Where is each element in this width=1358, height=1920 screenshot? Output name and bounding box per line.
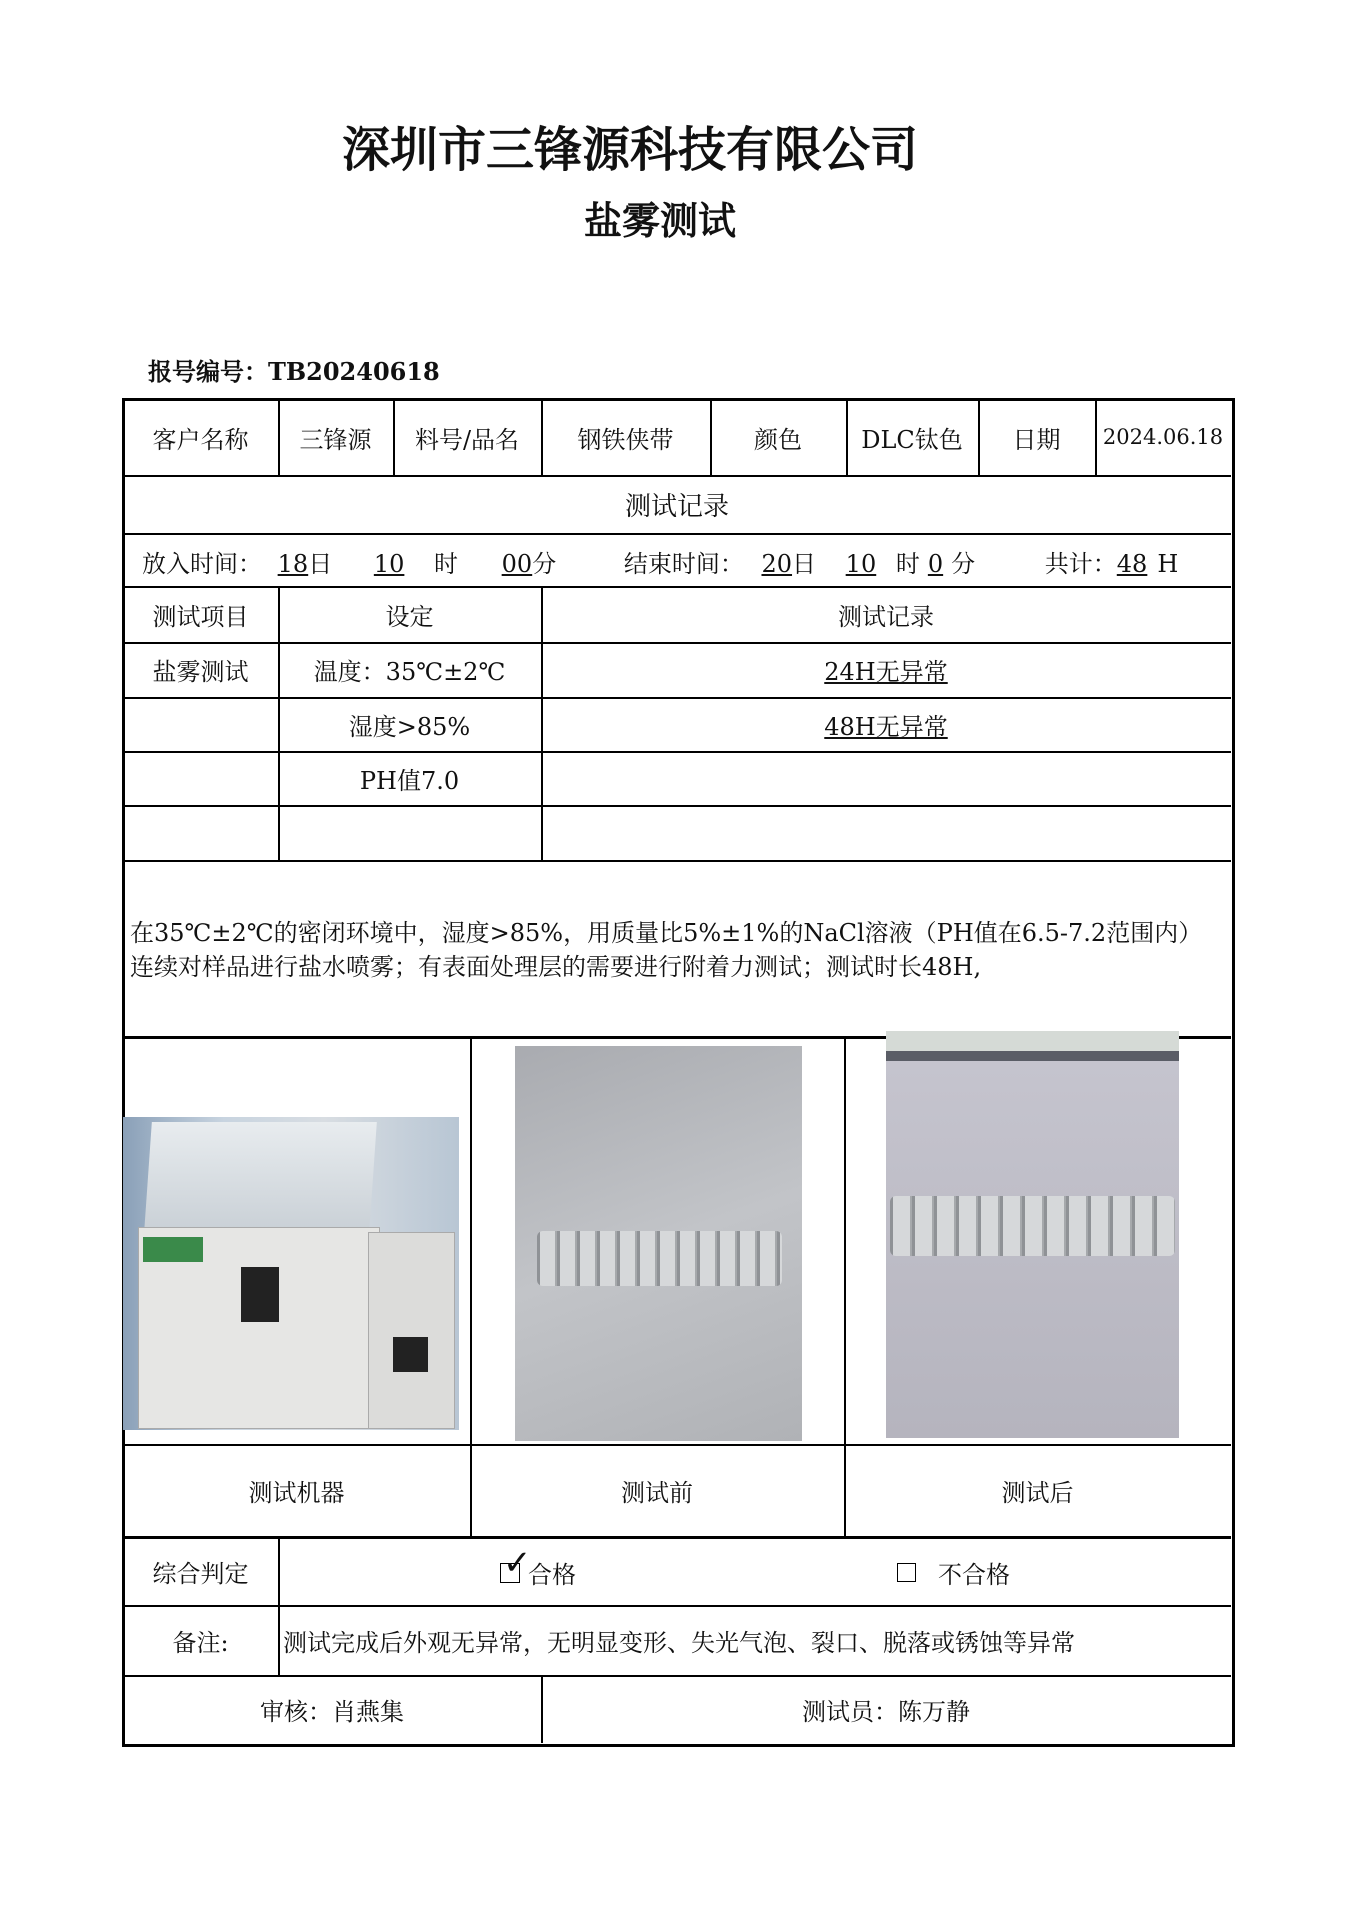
total-value: 48 (1116, 550, 1148, 578)
hour-unit: 时 (895, 550, 920, 578)
color-value: DLC钛色 (861, 425, 963, 454)
end-hour: 10 (845, 550, 877, 578)
start-minute: 00 (501, 550, 533, 578)
remarks-label: 备注: (172, 1628, 229, 1657)
header-record: 测试记录 (838, 602, 934, 631)
pass-checkbox[interactable] (500, 1542, 532, 1583)
photo-label-before: 测试前 (621, 1478, 693, 1507)
report-number-label: 报号编号： (148, 357, 268, 386)
test-setting: 温度：35℃±2℃ (313, 658, 506, 686)
end-minute: 0 (927, 550, 944, 578)
end-time-label: 结束时间： (623, 550, 744, 578)
judgement-label: 综合判定 (152, 1559, 249, 1588)
pass-label: 合格 (528, 1561, 576, 1589)
report-number (148, 352, 440, 387)
tester (541, 1675, 1231, 1743)
day-unit: 日 (792, 550, 817, 578)
fail-option[interactable] (897, 1555, 1010, 1590)
test-record: 24H无异常 (824, 658, 948, 686)
before-test-photo (515, 1046, 802, 1441)
record-title: 测试记录 (624, 491, 729, 522)
report-number-value: TB20240618 (268, 357, 440, 386)
start-time-label: 放入时间： (142, 550, 262, 578)
pass-option[interactable] (500, 1542, 576, 1590)
date-value: 2024.06.18 (1102, 425, 1224, 449)
test-description: 在35℃±2℃的密闭环境中，湿度>85%，用质量比5%±1%的NaCl溶液（PH值在6.5-7.2范围内）连续对样品进行盐水喷雾；有表面处理层的需要进行附着力测试；测试时长48H, (130, 919, 1203, 981)
fail-label: 不合格 (938, 1561, 1010, 1589)
reviewer (123, 1675, 541, 1743)
customer-label: 客户名称 (152, 425, 249, 454)
part-label: 料号/品名 (414, 425, 520, 454)
salt-spray-machine-photo (123, 1117, 459, 1430)
minute-unit: 分 (532, 550, 557, 578)
reviewer-label: 审核： (260, 1697, 332, 1726)
end-day: 20 (761, 550, 793, 578)
time-row (142, 544, 1178, 579)
document-title: 盐雾测试 (583, 197, 736, 243)
day-unit: 日 (308, 550, 333, 578)
checkmark-icon: ✓ (503, 1542, 532, 1583)
total-label: 共计： (1044, 550, 1117, 578)
customer-value: 三锋源 (299, 425, 372, 454)
minute-unit: 分 (951, 550, 976, 578)
reviewer-name: 肖燕集 (332, 1697, 404, 1726)
date-label: 日期 (1012, 425, 1061, 454)
hour-unit: 时 (434, 550, 459, 578)
fail-checkbox[interactable] (897, 1563, 916, 1582)
color-label: 颜色 (754, 425, 802, 454)
test-setting: 湿度>85% (348, 712, 471, 741)
test-setting: PH值7.0 (359, 766, 460, 795)
start-hour: 10 (373, 550, 405, 578)
tester-label: 测试员： (802, 1697, 898, 1726)
after-test-photo (886, 1031, 1179, 1438)
photo-label-machine: 测试机器 (248, 1478, 345, 1507)
header-setting: 设定 (385, 602, 434, 631)
part-value: 钢铁侠带 (577, 425, 674, 454)
company-title: 深圳市三锋源科技有限公司 (341, 121, 918, 178)
photo-label-after: 测试后 (1001, 1478, 1074, 1507)
test-record: 48H无异常 (824, 712, 948, 741)
tester-name: 陈万静 (898, 1697, 970, 1726)
test-item: 盐雾测试 (152, 658, 249, 686)
start-day: 18 (277, 550, 309, 578)
header-test-item: 测试项目 (152, 602, 249, 631)
total-unit: H (1157, 550, 1179, 578)
remarks-text: 测试完成后外观无异常，无明显变形、失光气泡、裂口、脱落或锈蚀等异常 (283, 1628, 1075, 1657)
